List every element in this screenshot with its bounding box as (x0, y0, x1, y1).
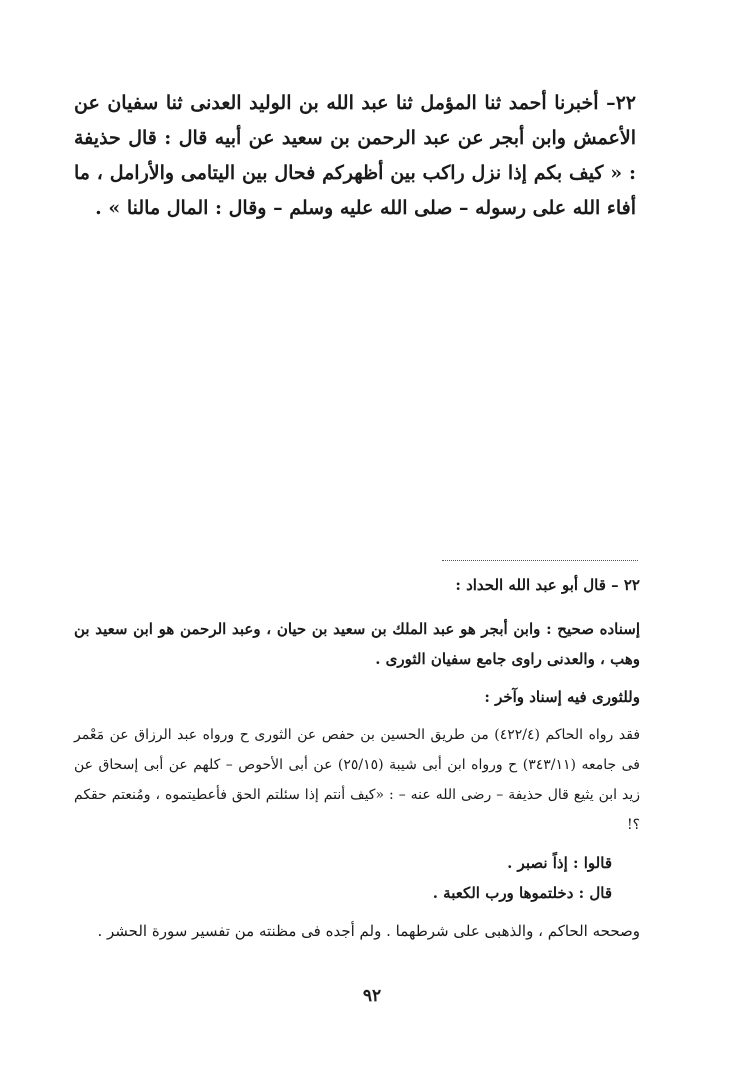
other-isnad-line: وللثورى فيه إسناد وآخر : (484, 688, 640, 706)
footnote-heading: ٢٢ – قال أبو عبد الله الحداد : (455, 576, 640, 594)
tashih-paragraph: وصححه الحاكم ، والذهبى على شرطهما . ولم أجده فى مظنته من تفسير سورة الحشر . (97, 922, 640, 940)
hadith-text-block (74, 86, 636, 226)
page-number: ٩٢ (362, 986, 382, 1006)
hadith-paragraph: ٢٢– أخبرنا أحمد ثنا المؤمل ثنا عبد الله بن الوليد العدنى ثنا سفيان عن الأعمش وابن أبجر عن عبد الرحمن بن سعيد عن أبيه قال : قال حذيفة : « كيف بكم إذا نزل راكب بين أظهركم فحال بين اليتامى والأرامل ، ما أفاء الله على رسوله – صلى الله عليه وسلم – وقال : المال مالنا » . (74, 92, 636, 219)
qalu-line: قالوا : إذاً نصبر . (507, 854, 612, 872)
footnotes-block (74, 572, 640, 946)
footnote-divider (442, 560, 638, 561)
takhrij-paragraph: فقد رواه الحاكم (٤٢٢/٤) من طريق الحسين بن حفص عن الثورى ح ورواه عبد الرزاق عن مَعْمر فى جامعه (٣٤٣/١١) ح ورواه ابن أبى شيبة (٢٥/١٥) عن أبى الأحوص – كلهم عن أبى إسحاق عن زيد ابن يثيع قال حذيفة – رضى الله عنه – : «كيف أنتم إذا سئلتم الحق فأعطيتموه ، ومُنعتم حقكم ؟! (74, 727, 641, 833)
qal-line: قال : دخلتموها ورب الكعبة . (432, 884, 612, 902)
isnad-paragraph: إسناده صحيح : وابن أبجر هو عبد الملك بن سعيد بن حيان ، وعبد الرحمن هو ابن سعيد بن وهب ، والعدنى راوى جامع سفيان الثورى . (74, 620, 640, 668)
